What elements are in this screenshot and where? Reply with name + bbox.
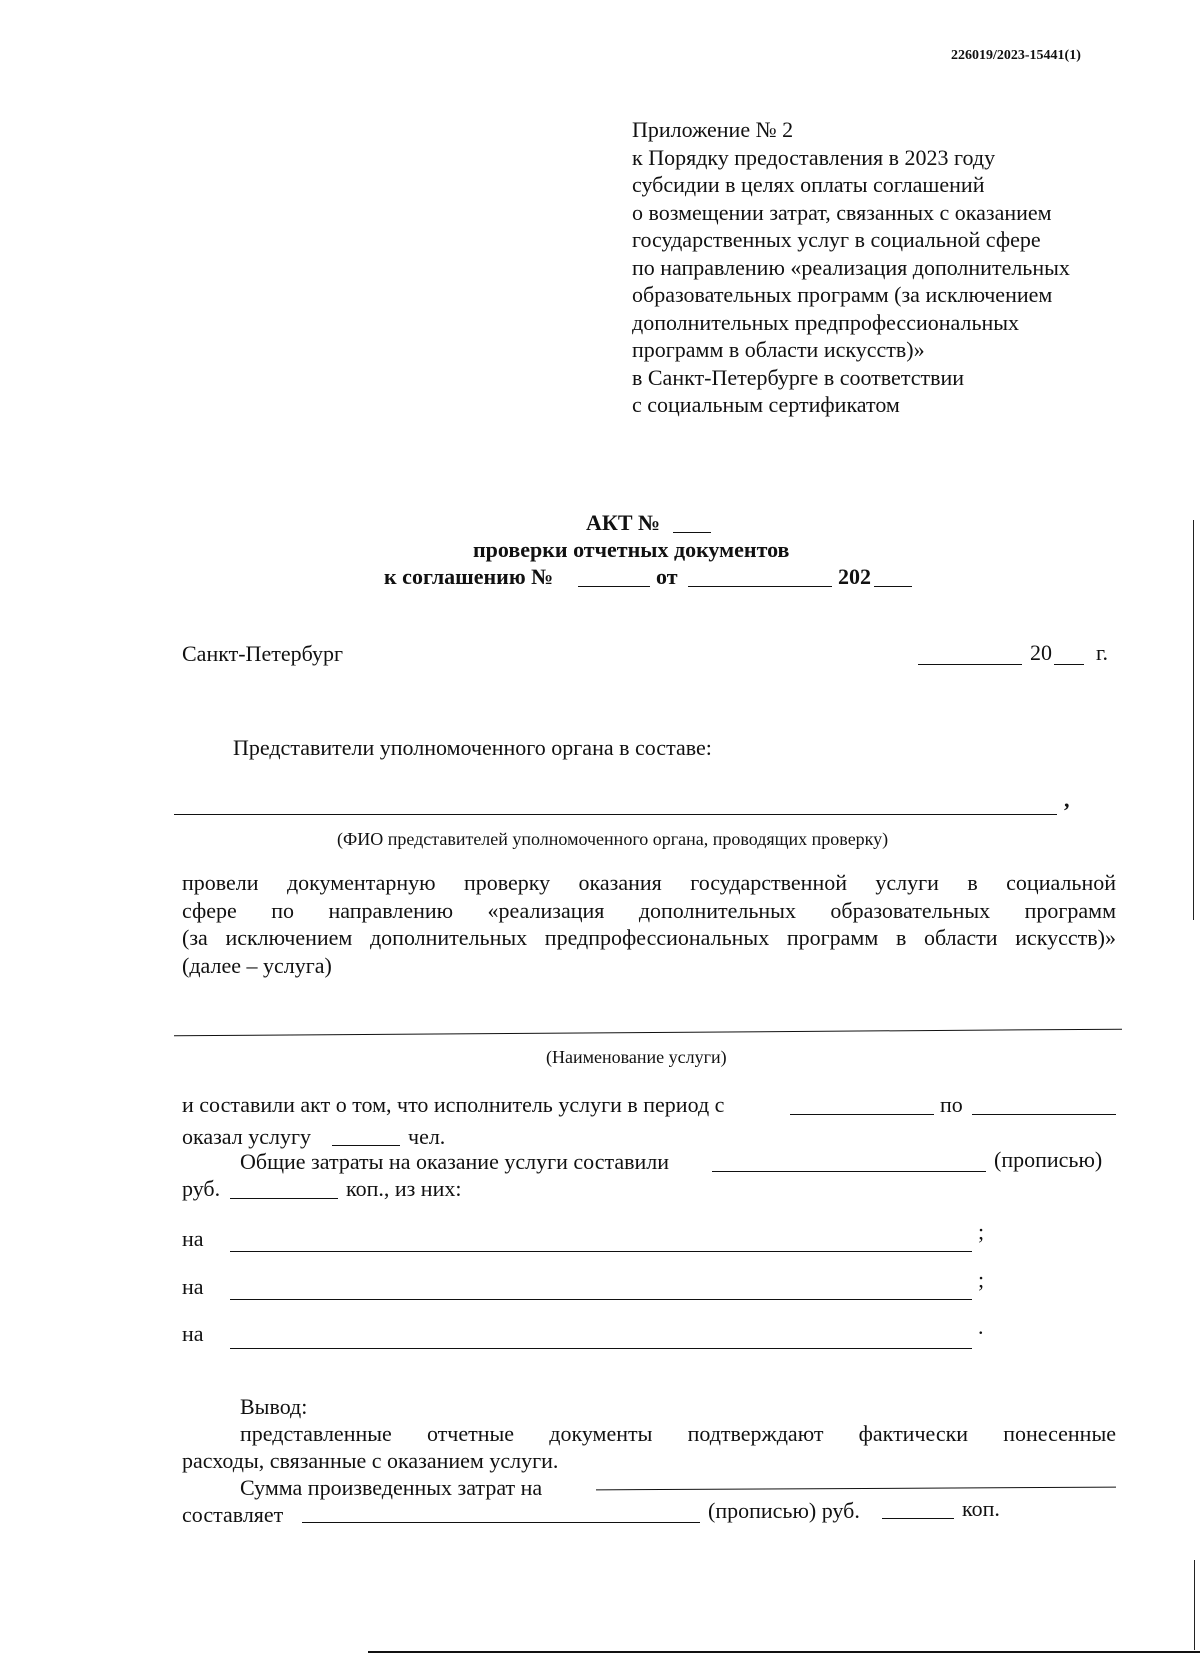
- costs-rub: руб.: [182, 1176, 221, 1201]
- date-blank: [918, 664, 1022, 665]
- persons-label: чел.: [408, 1124, 446, 1149]
- paragraph-line: провели документарную проверку оказания государственной услуги в социальной: [182, 870, 1116, 895]
- agreement-number-blank: [578, 586, 650, 587]
- appendix-block: [632, 116, 1070, 419]
- agreement-label: к соглашению №: [384, 564, 554, 589]
- item-blank: [230, 1299, 972, 1300]
- appendix-line: образовательных программ (за исключением: [632, 282, 1053, 307]
- appendix-line: дополнительных предпрофессиональных: [632, 309, 1020, 335]
- item-label: на: [182, 1274, 204, 1299]
- act-subtitle: проверки отчетных документов: [473, 537, 790, 562]
- appendix-line: в Санкт-Петербурге в соответствии: [632, 364, 965, 390]
- agreement-date-blank: [688, 586, 832, 587]
- appendix-line: о возмещении затрат, связанных с оказанием: [632, 199, 1052, 225]
- service-caption: (Наименование услуги): [546, 1047, 727, 1067]
- paragraph-line: сфере по направлению «реализация дополнительных образовательных программ: [182, 897, 1116, 923]
- costs-text: Общие затраты на оказание услуги составили: [240, 1149, 670, 1174]
- costs-in-words: (прописью): [994, 1147, 1103, 1172]
- agreement-from: от: [656, 564, 678, 589]
- appendix-line: программ в области искусств)»: [632, 337, 925, 362]
- amount-blank: [302, 1522, 700, 1523]
- period-to: по: [940, 1092, 963, 1117]
- paragraph-line: (за исключением дополнительных предпрофессиональных программ в области искусств)»: [182, 925, 1116, 950]
- appendix-line: Приложение № 2: [632, 117, 794, 142]
- scan-edge-bottom: [368, 1651, 1200, 1653]
- appendix-line: с социальным сертификатом: [632, 392, 900, 417]
- reps-blank: [174, 814, 1057, 815]
- conclusion-line1: [240, 1420, 1116, 1448]
- paragraph-line: (далее – услуга): [182, 952, 332, 978]
- scan-edge-right-lower: [1194, 1560, 1195, 1650]
- paragraph-1: [182, 869, 1116, 979]
- item-end: ;: [978, 1219, 985, 1244]
- date-suffix: г.: [1096, 640, 1109, 665]
- agreement-year-blank: [874, 586, 912, 587]
- reps-comma: ,: [1064, 787, 1070, 812]
- appendix-line: по направлению «реализация дополнительных: [632, 254, 1070, 280]
- service-blank: [174, 1029, 1122, 1037]
- doc-number: 226019/2023-15441(1): [951, 48, 1081, 63]
- scan-edge-right: [1193, 520, 1194, 920]
- reps-caption: (ФИО представителей уполномоченного органа, проводящих проверку): [337, 829, 889, 849]
- persons-blank: [332, 1145, 400, 1146]
- period-text: и составили акт о том, что исполнитель услуги в период с: [182, 1092, 725, 1117]
- appendix-line: к Порядку предоставления в 2023 году: [632, 144, 996, 170]
- rendered-label: оказал услугу: [182, 1124, 312, 1149]
- item-blank: [230, 1348, 972, 1349]
- sum-blank: [596, 1487, 1116, 1491]
- act-number-blank: [673, 532, 711, 533]
- conclusion-title: Вывод:: [240, 1394, 308, 1419]
- amount-kop: коп.: [962, 1496, 1000, 1521]
- place: Санкт-Петербург: [182, 641, 343, 666]
- sum-text: Сумма произведенных затрат на: [240, 1475, 543, 1500]
- agreement-year: 202: [838, 564, 871, 589]
- conclusion-line1-text: представленные отчетные документы подтверждают фактически понесенные: [240, 1421, 1116, 1446]
- act-title: [586, 509, 660, 537]
- costs-rub-blank: [230, 1198, 338, 1199]
- date-year-blank: [1054, 664, 1084, 665]
- costs-blank: [712, 1171, 986, 1172]
- amount-label: составляет: [182, 1502, 284, 1527]
- item-end: ;: [978, 1267, 985, 1292]
- period-to-blank: [972, 1114, 1116, 1115]
- costs-kop: коп., из них:: [346, 1176, 462, 1201]
- appendix-line: государственных услуг в социальной сфере: [632, 227, 1041, 252]
- item-label: на: [182, 1226, 204, 1251]
- amount-in-words: (прописью) руб.: [708, 1498, 860, 1523]
- item-label: на: [182, 1321, 204, 1346]
- item-end: .: [978, 1314, 984, 1339]
- amount-kop-blank: [882, 1518, 954, 1519]
- appendix-line: субсидии в целях оплаты соглашений: [632, 172, 985, 197]
- conclusion-line2: расходы, связанные с оказанием услуги.: [182, 1448, 559, 1473]
- act-title-text: АКТ №: [586, 510, 661, 535]
- date-year: 20: [1030, 640, 1052, 665]
- item-blank: [230, 1251, 972, 1252]
- period-from-blank: [790, 1114, 934, 1115]
- reps-label: Представители уполномоченного органа в составе:: [233, 735, 712, 760]
